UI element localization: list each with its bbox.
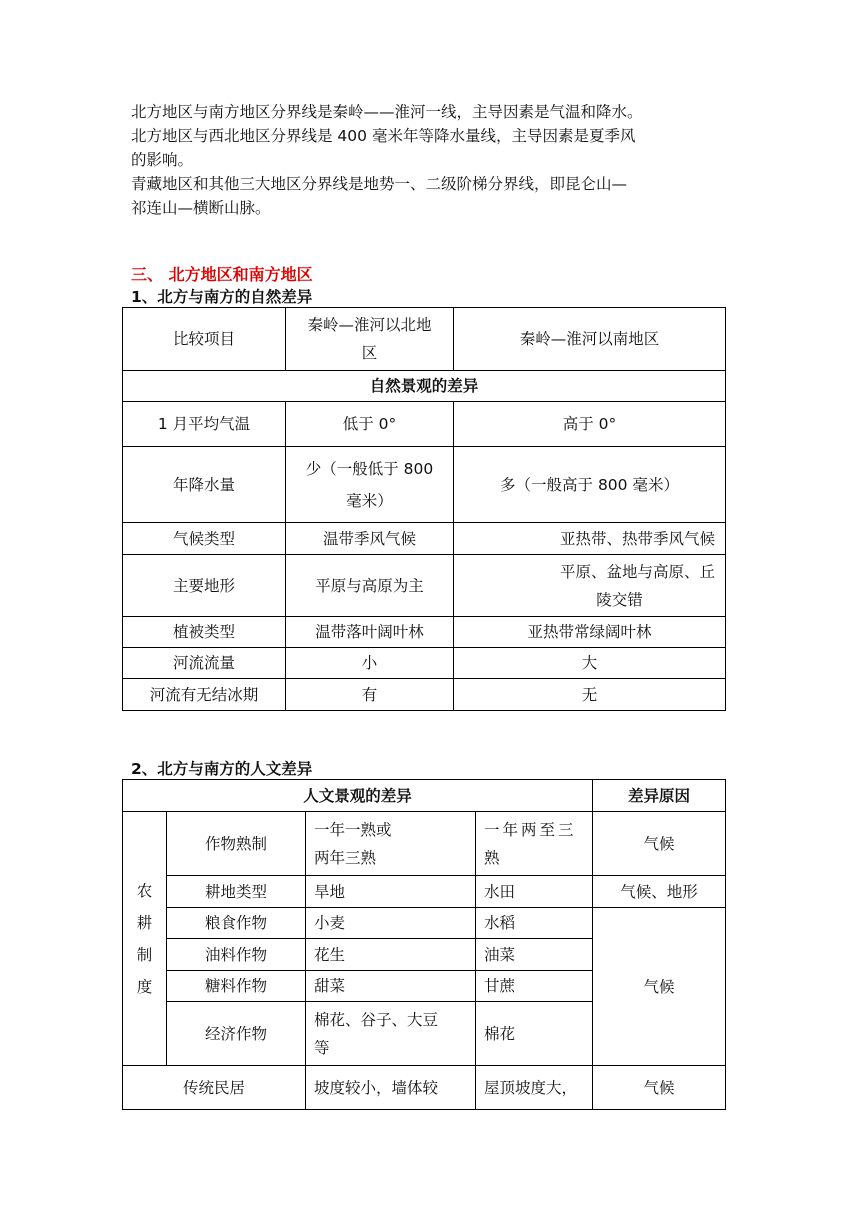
table2-title: 2、北方与南方的人文差异 [131,760,313,778]
north-cell: 花生 [306,939,476,971]
table-row [123,555,726,617]
item-cell: 耕地类型 [167,876,306,908]
south-cell: 甘蔗 [476,971,593,1002]
south-cell: 无 [454,679,726,711]
item-cell: 粮食作物 [167,908,306,939]
item-cell: 河流有无结冰期 [123,679,286,711]
item-cell: 气候类型 [123,523,286,555]
south-cell: 棉花 [476,1002,593,1066]
north-cell: 甜菜 [306,971,476,1002]
item-cell: 河流流量 [123,648,286,679]
reason-cell-merged: 气候 [593,908,726,1066]
north-cell: 有 [286,679,454,711]
natural-differences-table [122,307,726,711]
header-cell: 差异原因 [593,780,726,812]
south-cell: 亚热带常绿阔叶林 [454,617,726,648]
intro-line: 青藏地区和其他三大地区分界线是地势一、二级阶梯分界线，即昆仑山— [131,175,628,193]
south-cell: 屋顶坡度大， [476,1066,593,1110]
item-cell: 主要地形 [123,555,286,617]
north-cell: 坡度较小，墙体较 [306,1066,476,1110]
south-cell: 一年两至三 熟 [476,812,593,876]
intro-line: 的影响。 [131,151,194,169]
table-row [123,617,726,648]
north-cell: 小 [286,648,454,679]
south-cell: 大 [454,648,726,679]
table-row [123,402,726,447]
table-span-row [123,371,726,402]
north-cell: 低于 0° [286,402,454,447]
header-cell: 比较项目 [123,308,286,371]
north-cell: 一年一熟或 两年三熟 [306,812,476,876]
table-header-row [123,780,726,812]
item-cell: 经济作物 [167,1002,306,1066]
item-cell: 作物熟制 [167,812,306,876]
south-cell: 平原、盆地与高原、丘 陵交错 [454,555,726,617]
reason-cell: 气候 [593,812,726,876]
item-cell: 年降水量 [123,447,286,523]
south-cell: 高于 0° [454,402,726,447]
section-heading: 三、 北方地区和南方地区 [131,265,313,284]
item-cell: 1 月平均气温 [123,402,286,447]
table-header-row [123,308,726,371]
table-row [123,679,726,711]
south-cell: 水稻 [476,908,593,939]
north-cell: 小麦 [306,908,476,939]
item-cell: 油料作物 [167,939,306,971]
item-cell: 糖料作物 [167,971,306,1002]
table-row [123,1066,726,1110]
header-cell: 秦岭—淮河以北地 区 [286,308,454,371]
intro-line: 北方地区与南方地区分界线是秦岭——淮河一线，主导因素是气温和降水。 [131,103,643,121]
table-row [123,523,726,555]
table-row [123,876,726,908]
group-cell-farming-system: 农 耕 制 度 [123,812,167,1066]
table-row [123,648,726,679]
south-cell: 油菜 [476,939,593,971]
north-cell: 平原与高原为主 [286,555,454,617]
south-cell: 水田 [476,876,593,908]
item-cell: 植被类型 [123,617,286,648]
north-cell: 棉花、谷子、大豆 等 [306,1002,476,1066]
intro-line: 北方地区与西北地区分界线是 400 毫米年等降水量线，主导因素是夏季风 [131,127,636,145]
header-cell: 人文景观的差异 [123,780,593,812]
table-row [123,812,726,876]
table1-title: 1、北方与南方的自然差异 [131,288,313,306]
north-cell: 旱地 [306,876,476,908]
table-row [123,908,726,939]
north-cell: 温带季风气候 [286,523,454,555]
north-cell: 少（一般低于 800 毫米） [286,447,454,523]
intro-line: 祁连山—横断山脉。 [131,199,271,217]
south-cell: 多（一般高于 800 毫米） [454,447,726,523]
span-heading: 自然景观的差异 [123,371,726,402]
south-cell: 亚热带、热带季风气候 [454,523,726,555]
reason-cell: 气候 [593,1066,726,1110]
item-cell: 传统民居 [123,1066,306,1110]
human-differences-table [122,779,726,1110]
north-cell: 温带落叶阔叶林 [286,617,454,648]
reason-cell: 气候、地形 [593,876,726,908]
table-row [123,447,726,523]
header-cell: 秦岭—淮河以南地区 [454,308,726,371]
